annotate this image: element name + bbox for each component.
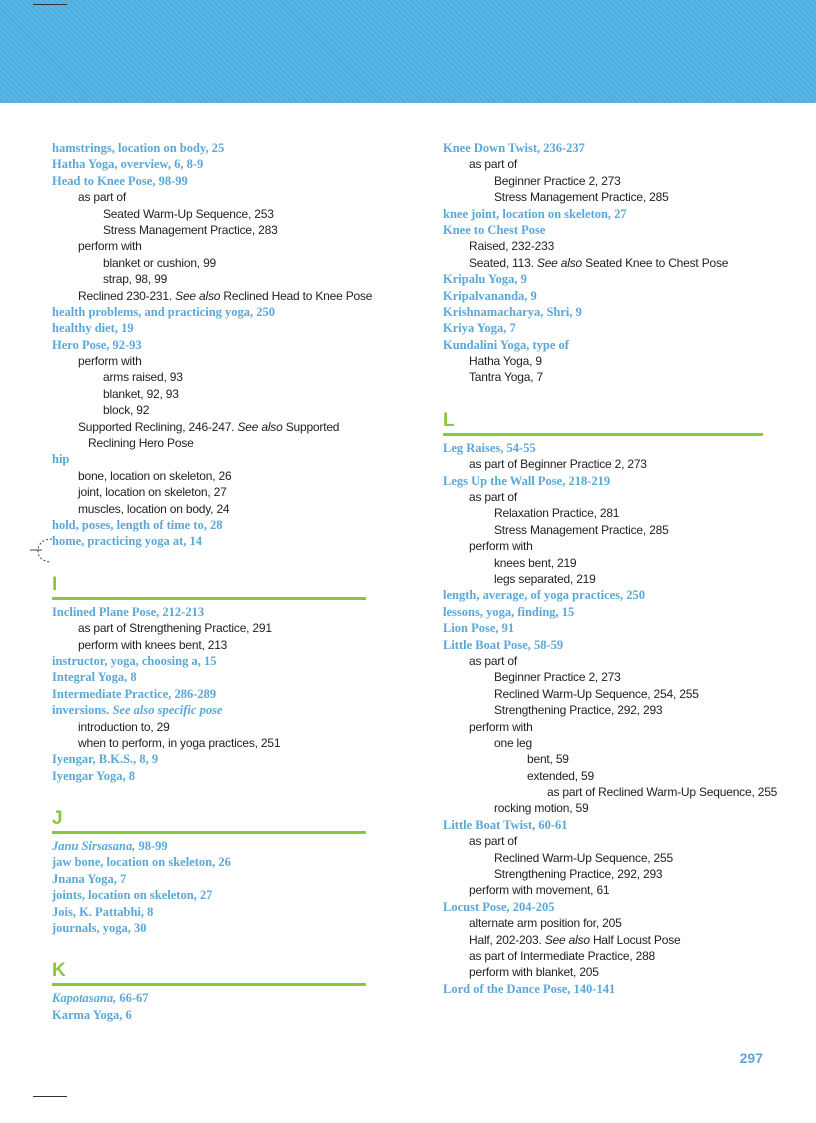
- index-subentry: [443, 784, 778, 800]
- index-entry: [52, 533, 366, 549]
- entry-see-also: See also: [536, 255, 583, 270]
- index-entry: [52, 451, 366, 467]
- entry-text: Stress Management Practice, 285: [494, 190, 669, 205]
- entry-text: knee joint, location on skeleton, 27: [443, 206, 627, 221]
- index-entry: [52, 686, 366, 702]
- index-subentry: [443, 800, 763, 816]
- index-subentry: [52, 468, 366, 484]
- index-subentry: [443, 866, 763, 882]
- entry-text: Stress Management Practice, 283: [103, 222, 278, 237]
- entry-text: Jnana Yoga, 7: [52, 871, 127, 886]
- entry-text: Seated Warm-Up Sequence, 253: [103, 206, 274, 221]
- index-entry: [52, 1007, 366, 1023]
- entry-text: perform with: [78, 354, 142, 369]
- index-entry: [443, 604, 763, 620]
- index-entry: [52, 751, 366, 767]
- index-subentry: [52, 255, 366, 271]
- entry-text: as part of: [469, 157, 518, 172]
- index-subentry: [443, 255, 763, 271]
- entry-text: Supported Reclining, 246-247.: [78, 419, 238, 434]
- index-subentry: [52, 402, 366, 418]
- entry-text: Locust Pose, 204-205: [443, 899, 555, 914]
- entry-text: Kundalini Yoga, type of: [443, 337, 569, 352]
- entry-text: blanket or cushion, 99: [103, 255, 217, 270]
- entry-see-also: Janu Sirsasana,: [52, 839, 136, 854]
- entry-text: strap, 98, 99: [103, 272, 168, 287]
- entry-text: Hatha Yoga, 9: [469, 354, 542, 369]
- index-subentry: [443, 964, 763, 980]
- index-column-left: [52, 140, 373, 1023]
- index-entry: [52, 920, 366, 936]
- index-entry: [52, 838, 366, 854]
- entry-text: perform with: [469, 719, 533, 734]
- entry-see-also: See also: [237, 419, 283, 434]
- entry-text: introduction to, 29: [78, 719, 170, 734]
- index-subentry: [443, 882, 763, 898]
- index-entry: [443, 206, 763, 222]
- entry-text: Integral Yoga, 8: [52, 670, 137, 685]
- entry-text: Strengthening Practice, 292, 293: [494, 703, 663, 718]
- entry-text: perform with movement, 61: [469, 883, 610, 898]
- entry-text: Strengthening Practice, 292, 293: [494, 867, 663, 882]
- entry-text: perform with knees bent, 213: [78, 637, 228, 652]
- crop-mark-bottom: [33, 1096, 67, 1097]
- header-banner: [0, 0, 816, 103]
- index-entry: [52, 990, 366, 1006]
- index-subentry: [52, 620, 366, 636]
- index-subentry: [52, 719, 366, 735]
- index-subentry: [52, 735, 366, 751]
- index-subentry: [443, 751, 763, 767]
- index-subentry: [443, 353, 763, 369]
- entry-text: perform with: [78, 239, 142, 254]
- index-entry: [443, 222, 763, 238]
- entry-text: block, 92: [103, 403, 150, 418]
- entry-text: inversions.: [52, 703, 113, 718]
- entry-text: Hero Pose, 92-93: [52, 337, 142, 352]
- section-letter: K: [52, 960, 66, 982]
- entry-text: healthy diet, 19: [52, 321, 134, 336]
- index-entry: [52, 871, 366, 887]
- index-subentry: [52, 353, 366, 369]
- index-subentry: [52, 238, 366, 254]
- index-entry: [52, 173, 366, 189]
- entry-text: joint, location on skeleton, 27: [78, 485, 227, 500]
- entry-text: Beginner Practice 2, 273: [494, 173, 621, 188]
- index-subentry: [443, 369, 763, 385]
- entry-text: as part of Intermediate Practice, 288: [469, 948, 656, 963]
- section-rule: [52, 831, 366, 834]
- index-subentry: [52, 288, 373, 304]
- entry-text: as part of: [78, 190, 127, 205]
- entry-text: as part of Reclined Warm-Up Sequence, 255: [547, 785, 778, 800]
- index-entry: [52, 653, 366, 669]
- entry-text: Kriya Yoga, 7: [443, 321, 516, 336]
- entry-see-also: See also: [175, 288, 221, 303]
- index-entry: [443, 320, 763, 336]
- entry-text-rest: Seated Knee to Chest Pose: [582, 255, 729, 270]
- entry-text: perform with: [469, 539, 533, 554]
- index-subentry: [52, 369, 366, 385]
- section-header: [443, 400, 763, 436]
- index-column-right: [443, 140, 778, 997]
- entry-text-rest: 98-99: [135, 839, 168, 854]
- section-rule: [52, 597, 366, 600]
- entry-text: Reclining Hero Pose: [88, 436, 194, 451]
- entry-text: perform with blanket, 205: [469, 965, 599, 980]
- index-subentry: [443, 932, 763, 948]
- section-rule: [443, 433, 763, 436]
- index-subentry: [443, 173, 763, 189]
- index-subentry: [52, 222, 366, 238]
- section-header: [52, 950, 366, 986]
- index-entry: [52, 854, 366, 870]
- entry-text: Leg Raises, 54-55: [443, 440, 536, 455]
- index-subentry: [443, 669, 763, 685]
- index-entry: [443, 620, 763, 636]
- index-entry: [52, 904, 366, 920]
- index-subentry: [443, 505, 763, 521]
- index-subentry: [52, 271, 366, 287]
- index-subentry: [443, 948, 763, 964]
- index-subentry: [443, 456, 763, 472]
- index-entry: [443, 271, 763, 287]
- index-entry: [52, 887, 366, 903]
- entry-text: Knee Down Twist, 236-237: [443, 141, 585, 155]
- entry-text: Head to Knee Pose, 98-99: [52, 173, 188, 188]
- entry-text: Karma Yoga, 6: [52, 1007, 132, 1022]
- index-entry: [443, 473, 763, 489]
- entry-text: bone, location on skeleton, 26: [78, 468, 232, 483]
- index-subentry: [52, 189, 366, 205]
- entry-text: Seated, 113.: [469, 255, 537, 270]
- index-subentry: [52, 501, 366, 517]
- section-letter: I: [52, 573, 58, 595]
- entry-text: knees bent, 219: [494, 555, 577, 570]
- entry-text: Reclined Warm-Up Sequence, 254, 255: [494, 686, 699, 701]
- entry-text: lessons, yoga, finding, 15: [443, 604, 575, 619]
- page-number: 297: [739, 1050, 763, 1066]
- section-rule: [52, 983, 366, 986]
- entry-text: length, average, of yoga practices, 250: [443, 588, 646, 603]
- entry-text: Jois, K. Pattabhi, 8: [52, 904, 154, 919]
- index-subentry: [52, 637, 366, 653]
- entry-text: as part of: [469, 490, 518, 505]
- index-entry: [52, 156, 366, 172]
- entry-text: bent, 59: [527, 752, 569, 767]
- entry-text: Hatha Yoga, overview, 6, 8-9: [52, 157, 204, 172]
- entry-text: Relaxation Practice, 281: [494, 506, 620, 521]
- entry-text: one leg: [494, 735, 532, 750]
- index-entry: [52, 140, 366, 156]
- index-entry: [443, 140, 763, 156]
- entry-text: Kripalu Yoga, 9: [443, 272, 527, 287]
- index-entry: [443, 440, 763, 456]
- section-letter: J: [52, 808, 63, 830]
- entry-text: joints, location on skeleton, 27: [52, 888, 213, 903]
- index-subentry: [52, 419, 366, 435]
- entry-text: muscles, location on body, 24: [78, 501, 230, 516]
- index-entry: [443, 288, 763, 304]
- entry-text: as part of Beginner Practice 2, 273: [469, 457, 647, 472]
- index-entry: [443, 337, 763, 353]
- index-subentry: [443, 719, 763, 735]
- entry-text: Lord of the Dance Pose, 140-141: [443, 981, 616, 996]
- entry-text: alternate arm position for, 205: [469, 916, 622, 931]
- crop-mark-top: [33, 4, 67, 5]
- index-subentry: [443, 189, 763, 205]
- index-entry: [443, 637, 763, 653]
- entry-text: instructor, yoga, choosing a, 15: [52, 653, 217, 668]
- entry-text: legs separated, 219: [494, 571, 596, 586]
- entry-text: home, practicing yoga at, 14: [52, 534, 202, 549]
- entry-text: hold, poses, length of time to, 28: [52, 517, 223, 532]
- index-entry: [52, 669, 366, 685]
- index-subentry: [443, 702, 763, 718]
- entry-text: as part of Strengthening Practice, 291: [78, 621, 272, 636]
- index-entry: [52, 304, 366, 320]
- index-entry: [443, 899, 763, 915]
- entry-text: hamstrings, location on body, 25: [52, 141, 225, 155]
- index-subentry: [52, 206, 366, 222]
- index-subentry: [443, 686, 763, 702]
- entry-text: Kripalvananda, 9: [443, 288, 537, 303]
- index-subentry: [52, 484, 366, 500]
- entry-text: Raised, 232-233: [469, 239, 555, 254]
- index-entry: [52, 702, 366, 718]
- index-subentry: [443, 850, 763, 866]
- index-entry: [52, 320, 366, 336]
- entry-text: Reclined Warm-Up Sequence, 255: [494, 850, 673, 865]
- entry-text: when to perform, in yoga practices, 251: [78, 735, 281, 750]
- entry-text: Iyengar Yoga, 8: [52, 768, 135, 783]
- entry-text: Intermediate Practice, 286-289: [52, 686, 217, 701]
- entry-text: Little Boat Twist, 60-61: [443, 817, 568, 832]
- entry-text-rest: Reclined Head to Knee Pose: [220, 288, 373, 303]
- index-entry: [52, 517, 366, 533]
- index-subentry: [443, 555, 763, 571]
- entry-text: Lion Pose, 91: [443, 621, 515, 636]
- index-subentry: [443, 915, 763, 931]
- index-subentry: [443, 238, 763, 254]
- entry-text: Half, 202-203.: [469, 932, 545, 947]
- entry-text: Beginner Practice 2, 273: [494, 670, 621, 685]
- entry-text: Krishnamacharya, Shri, 9: [443, 304, 582, 319]
- index-subentry: [443, 489, 763, 505]
- entry-text: Reclined 230-231.: [78, 288, 176, 303]
- entry-text: Stress Management Practice, 285: [494, 522, 669, 537]
- index-subentry: [443, 735, 763, 751]
- entry-see-also: See also: [544, 932, 590, 947]
- section-letter: L: [443, 409, 455, 431]
- index-entry: [52, 604, 366, 620]
- index-subentry: [443, 156, 763, 172]
- entry-text: blanket, 92, 93: [103, 386, 179, 401]
- entry-text-rest: 66-67: [116, 991, 149, 1006]
- entry-text: jaw bone, location on skeleton, 26: [52, 855, 231, 870]
- entry-text-rest: Supported: [282, 419, 340, 434]
- index-subentry: [443, 522, 763, 538]
- index-entry: [443, 981, 763, 997]
- entry-text: as part of: [469, 653, 518, 668]
- index-subentry: [443, 653, 763, 669]
- entry-text: journals, yoga, 30: [52, 921, 147, 936]
- index-entry: [443, 817, 763, 833]
- index-entry: [443, 587, 763, 603]
- entry-text: Iyengar, B.K.S., 8, 9: [52, 752, 159, 767]
- entry-text: hip: [52, 452, 70, 467]
- index-entry: [443, 304, 763, 320]
- index-subentry: [443, 768, 763, 784]
- entry-text: rocking motion, 59: [494, 801, 589, 816]
- index-entry: [52, 337, 366, 353]
- section-header: [52, 564, 366, 600]
- index-subentry: [52, 386, 366, 402]
- entry-text: Legs Up the Wall Pose, 218-219: [443, 473, 611, 488]
- entry-see-also: Kapotasana,: [52, 991, 117, 1006]
- index-entry: [52, 768, 366, 784]
- entry-text: arms raised, 93: [103, 370, 183, 385]
- entry-see-also: See also specific pose: [112, 703, 223, 718]
- entry-text: Inclined Plane Pose, 212-213: [52, 604, 205, 619]
- entry-text: Knee to Chest Pose: [443, 222, 546, 237]
- index-subentry: [443, 833, 763, 849]
- section-header: [52, 798, 366, 834]
- entry-text: extended, 59: [527, 768, 594, 783]
- entry-text: health problems, and practicing yoga, 250: [52, 304, 276, 319]
- entry-text: Little Boat Pose, 58-59: [443, 637, 564, 652]
- entry-text: as part of: [469, 834, 518, 849]
- index-subentry: [443, 538, 763, 554]
- index-subentry: [443, 571, 763, 587]
- entry-text-rest: Half Locust Pose: [589, 932, 681, 947]
- index-subentry: [52, 435, 366, 451]
- entry-text: Tantra Yoga, 7: [469, 370, 543, 385]
